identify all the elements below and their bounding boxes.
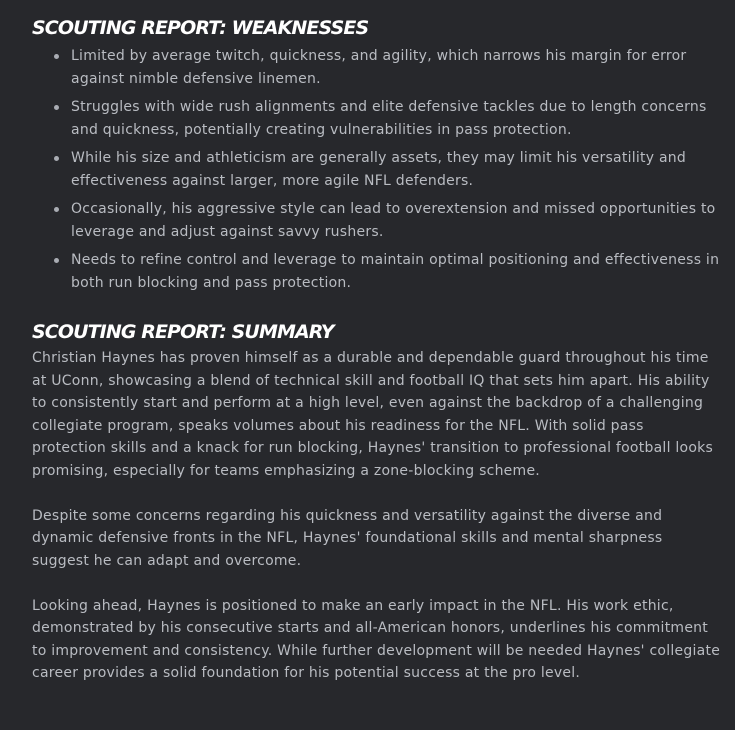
bullet-icon — [54, 105, 59, 110]
weakness-text: Needs to refine control and leverage to maintain optimal positioning and effectiveness in both run blocking and pass protection. — [71, 252, 720, 291]
summary-paragraph: Christian Haynes has proven himself as a durable and dependable guard throughout his time at UConn, showcasing a blend of technical skill and football IQ that sets him apart. His ability to consistently start and perform at a high level, even against the backdrop of a challenging collegiate program, speaks volumes about his readiness for the NFL. With solid pass protection skills and a knack for run blocking, Haynes' transition to professional football looks promising, especially for teams emphasizing a zone-blocking scheme. — [32, 350, 714, 479]
weakness-item — [52, 198, 721, 243]
summary-section — [32, 320, 721, 685]
weakness-item — [52, 96, 721, 141]
bullet-icon — [54, 54, 59, 59]
bullet-icon — [54, 156, 59, 161]
summary-paragraph: Looking ahead, Haynes is positioned to make an early impact in the NFL. His work ethic, demonstrated by his consecutive starts and all-American honors, underlines his commitment to improvement and consistency. While further development will be needed Haynes' collegiate career provides a solid foundation for his potential success at the pro level. — [32, 597, 721, 681]
weakness-item — [52, 249, 721, 294]
summary-paragraph: Despite some concerns regarding his quickness and versatility against the diverse and dynamic defensive fronts in the NFL, Haynes' foundational skills and mental sharpness suggest he can adapt and overcome. — [32, 507, 663, 569]
weaknesses-heading: SCOUTING REPORT: WEAKNESSES — [32, 17, 369, 39]
bullet-icon — [54, 207, 59, 212]
weakness-text: While his size and athleticism are generally assets, they may limit his versatility and effectiveness against larger, more agile NFL defenders. — [71, 150, 687, 189]
weakness-text: Struggles with wide rush alignments and elite defensive tackles due to length concerns and quickness, potentially creating vulnerabilities in pass protection. — [71, 99, 707, 138]
weakness-text: Limited by average twitch, quickness, and agility, which narrows his margin for error against nimble defensive linemen. — [71, 48, 687, 87]
summary-heading: SCOUTING REPORT: SUMMARY — [32, 321, 334, 343]
weakness-item — [52, 147, 721, 192]
weakness-text: Occasionally, his aggressive style can lead to overextension and missed opportunities to leverage and adjust against savvy rushers. — [71, 201, 716, 240]
bullet-icon — [54, 258, 59, 263]
weaknesses-section — [32, 16, 721, 294]
weakness-item — [52, 45, 721, 90]
weaknesses-list — [32, 45, 721, 294]
